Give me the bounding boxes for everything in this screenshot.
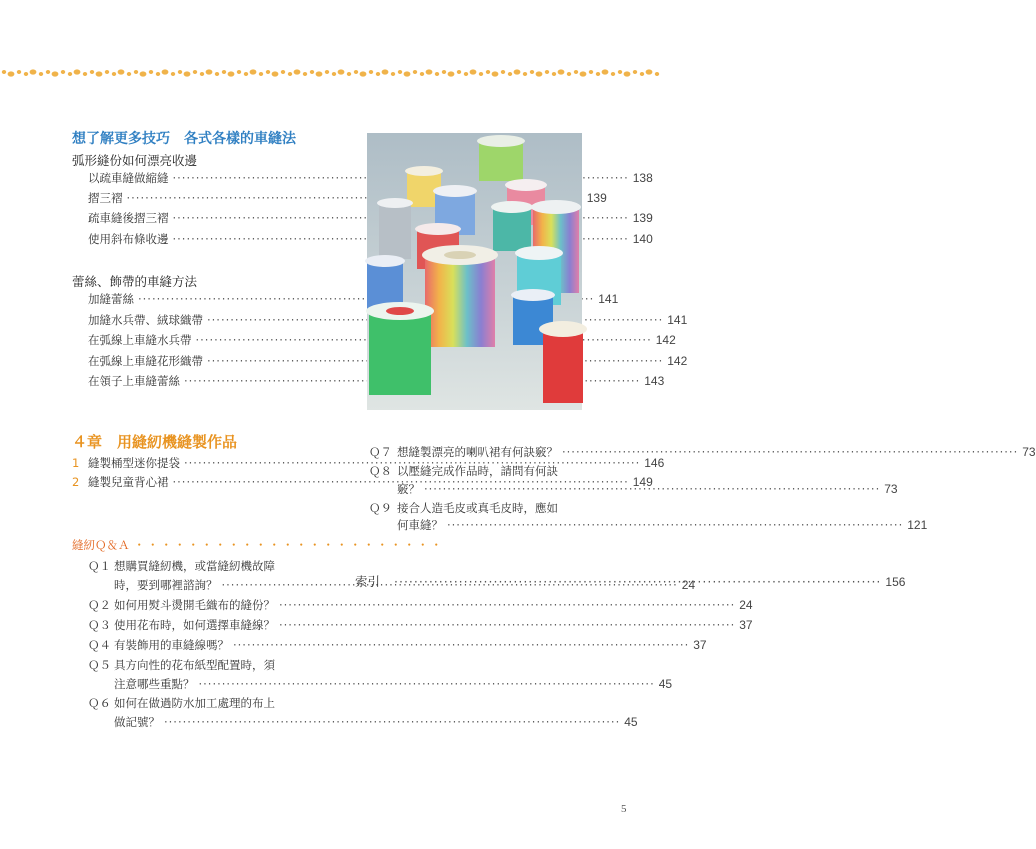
border-dot [558, 69, 565, 74]
border-dot [567, 72, 571, 76]
qa-number: Ｑ２ [88, 598, 111, 612]
qa-item-cont[interactable] [114, 712, 638, 732]
border-dot [316, 71, 323, 76]
dot-leader [424, 479, 880, 499]
border-dot [536, 71, 543, 76]
border-dot [640, 72, 644, 76]
qa-item[interactable] [88, 556, 275, 577]
spool-left-gray [377, 198, 413, 259]
border-dot [237, 70, 241, 74]
qa-heading-dots: ・・・・・・・・・・・・・・・・・・・・・・・ [133, 538, 444, 552]
border-dot [272, 71, 279, 76]
border-dot [68, 72, 72, 76]
spool-back-teal [491, 201, 533, 251]
toc-entry-page: 141 [598, 292, 619, 306]
border-dot [244, 72, 248, 76]
border-dot [193, 70, 197, 74]
qa-question-cont: 何車縫？ [397, 518, 443, 532]
border-dot [140, 71, 147, 76]
qa-number: Ｑ４ [88, 638, 111, 652]
qa-page: 37 [693, 638, 707, 652]
toc-entry-label: 加縫蕾絲 [88, 292, 134, 306]
chapter-entry-label: 縫製桶型迷你提袋 [88, 456, 180, 470]
border-dot [338, 69, 345, 74]
border-dot [545, 70, 549, 74]
toc-entry[interactable] [88, 351, 688, 371]
border-dot [332, 72, 336, 76]
qa-number: Ｑ５ [88, 660, 111, 672]
qa-number: Ｑ３ [88, 618, 111, 632]
border-dot [611, 72, 615, 76]
index-page: 156 [885, 575, 906, 589]
border-dot [413, 70, 417, 74]
border-dot [30, 69, 37, 74]
toc-entry-page: 138 [632, 171, 653, 185]
border-dot [514, 69, 521, 74]
border-dot [420, 72, 424, 76]
qa-page: 121 [907, 518, 928, 532]
toc-entry-page: 139 [632, 211, 653, 225]
border-dot [96, 71, 103, 76]
chapter-entry-label: 縫製兒童背心裙 [88, 475, 169, 489]
qa-page: 24 [739, 598, 753, 612]
toc-entry-page: 142 [655, 333, 676, 347]
border-dot [501, 70, 505, 74]
border-dot [294, 69, 301, 74]
border-dot [464, 72, 468, 76]
thread-spools-photo [367, 133, 582, 410]
border-dot [134, 70, 138, 74]
qa-question-cont: 時，要到哪裡諮詢？ [114, 578, 218, 592]
border-dot [206, 69, 213, 74]
border-dot [457, 70, 461, 74]
border-dot [523, 72, 527, 76]
border-dot [74, 69, 81, 74]
qa-question: 使用花布時，如何選擇車縫線？ [114, 618, 275, 632]
border-dot [52, 71, 59, 76]
qa-number: Ｑ６ [88, 698, 111, 710]
border-dot [228, 71, 235, 76]
border-dot [259, 72, 263, 76]
toc-entry-label: 在弧線上車縫水兵帶 [88, 333, 192, 347]
border-dot [250, 69, 257, 74]
border-dot [266, 70, 270, 74]
qa-question: 如何在做過防水加工處理的布上 [114, 696, 275, 710]
border-dot [624, 71, 631, 76]
toc-entry-page: 141 [667, 313, 688, 327]
border-dot [470, 69, 477, 74]
dot-leader [233, 635, 689, 655]
qa-heading [72, 537, 444, 553]
dot-leader [279, 595, 735, 615]
toc-entry[interactable] [88, 289, 619, 309]
border-dot [46, 70, 50, 74]
border-dot [303, 72, 307, 76]
border-dot [618, 70, 622, 74]
border-dot [184, 71, 191, 76]
border-dot [508, 72, 512, 76]
qa-item[interactable] [369, 442, 1036, 462]
border-dot [178, 70, 182, 74]
spool-front-red [539, 321, 587, 403]
spool-front-green [366, 302, 434, 395]
border-dot [442, 70, 446, 74]
dot-leader [562, 442, 1018, 462]
chapter-entry-page: 149 [632, 475, 653, 489]
border-dot [127, 72, 131, 76]
toc-entry-label: 使用斜布條收邊 [88, 232, 169, 246]
decorative-dot-border [0, 66, 663, 80]
toc-entry-page: 142 [667, 354, 688, 368]
qa-page: 73 [1022, 445, 1036, 459]
border-dot [589, 70, 593, 74]
toc-entry-label: 在領子上車縫蕾絲 [88, 374, 180, 388]
toc-entry-page: 140 [632, 232, 653, 246]
toc-entry[interactable] [88, 229, 653, 249]
qa-item[interactable] [88, 693, 275, 714]
qa-page: 73 [884, 482, 898, 496]
toc-entry-label: 以疏車縫做縮縫 [88, 171, 169, 185]
border-dot [61, 70, 65, 74]
qa-question: 有裝飾用的車縫線嗎？ [114, 638, 229, 652]
qa-number: Ｑ９ [369, 503, 392, 515]
dot-leader [447, 515, 903, 535]
qa-number: Ｑ１ [88, 561, 111, 573]
qa-question: 接合人造毛皮或真毛皮時，應如 [397, 501, 558, 515]
border-dot [222, 70, 226, 74]
chapter-title: ４章 用縫紉機縫製作品 [72, 433, 238, 451]
toc-entry-label: 疏車縫後摺三褶 [88, 211, 169, 225]
border-dot [310, 70, 314, 74]
qa-page: 45 [624, 715, 638, 729]
qa-page: 37 [739, 618, 753, 632]
dot-leader [279, 615, 735, 635]
toc-entry[interactable] [88, 168, 653, 188]
dot-leader [394, 572, 881, 592]
border-dot [288, 72, 292, 76]
qa-number: Ｑ８ [369, 466, 392, 478]
border-dot [347, 72, 351, 76]
toc-entry-label: 在弧線上車縫花形織帶 [88, 354, 203, 368]
border-dot [171, 72, 175, 76]
border-dot [580, 71, 587, 76]
toc-entry-page: 139 [586, 191, 607, 205]
border-dot [646, 69, 653, 74]
qa-item[interactable] [88, 635, 707, 655]
qa-item[interactable] [88, 655, 275, 676]
qa-question: 想縫製漂亮的喇叭裙有何訣竅？ [397, 445, 558, 459]
qa-question: 以壓縫完成作品時，請問有何訣 [397, 464, 558, 478]
group-heading-curved-seam: 弧形縫份如何漂亮收邊 [72, 153, 198, 168]
border-dot [118, 69, 125, 74]
border-dot [426, 69, 433, 74]
border-dot [105, 70, 109, 74]
border-dot [492, 71, 499, 76]
toc-entry-page: 143 [644, 374, 665, 388]
qa-page: 24 [681, 578, 696, 592]
border-dot [596, 72, 600, 76]
border-dot [376, 72, 380, 76]
border-dot [360, 71, 367, 76]
border-dot [215, 72, 219, 76]
toc-entry[interactable] [88, 208, 653, 228]
qa-question-cont: 竅？ [397, 482, 420, 496]
border-dot [325, 70, 329, 74]
border-dot [602, 69, 609, 74]
border-dot [369, 70, 373, 74]
border-dot [404, 71, 411, 76]
border-dot [2, 70, 6, 74]
border-dot [112, 72, 116, 76]
qa-item[interactable] [88, 595, 753, 615]
border-dot [398, 70, 402, 74]
qa-item[interactable] [88, 615, 753, 635]
qa-question: 具方向性的花布紙型配置時，須 [114, 658, 275, 672]
border-dot [90, 70, 94, 74]
border-dot [574, 70, 578, 74]
border-dot [24, 72, 28, 76]
qa-question: 如何用熨斗燙開毛織布的縫份？ [114, 598, 275, 612]
border-dot [479, 72, 483, 76]
border-dot [486, 70, 490, 74]
border-dot [200, 72, 204, 76]
qa-page: 45 [658, 677, 673, 691]
border-dot [83, 72, 87, 76]
border-dot [149, 70, 153, 74]
border-dot [435, 72, 439, 76]
toc-entry[interactable] [88, 310, 688, 330]
border-dot [162, 69, 169, 74]
toc-entry-label: 摺三褶 [88, 191, 123, 205]
qa-item-cont[interactable] [397, 515, 928, 535]
dot-leader [164, 712, 620, 732]
border-dot [391, 72, 395, 76]
index-label: 索引 [355, 574, 381, 589]
toc-entry[interactable] [88, 330, 676, 350]
border-dot [530, 70, 534, 74]
section-title: 想了解更多技巧 各式各樣的車縫法 [72, 131, 296, 147]
border-dot [633, 70, 637, 74]
qa-item-cont[interactable] [114, 674, 673, 694]
border-dot [17, 70, 21, 74]
entry-number: 1 [72, 456, 80, 470]
toc-entry[interactable] [88, 371, 665, 391]
border-dot [8, 71, 15, 76]
qa-question-cont: 注意哪些重點？ [114, 677, 195, 691]
toc-entry-label: 加縫水兵帶、絨球織帶 [88, 313, 203, 327]
spool-center-multicolor [422, 245, 498, 347]
border-dot [156, 72, 160, 76]
page-number: 5 [621, 803, 627, 815]
border-dot [281, 70, 285, 74]
toc-entry[interactable] [88, 188, 607, 208]
group-heading-lace-ribbon: 蕾絲、飾帶的車縫方法 [72, 274, 198, 289]
border-dot [655, 72, 659, 76]
border-dot [354, 70, 358, 74]
border-dot [448, 71, 455, 76]
border-dot [552, 72, 556, 76]
chapter-entry-page: 146 [644, 456, 665, 470]
qa-number: Ｑ７ [369, 445, 392, 459]
border-dot [382, 69, 389, 74]
qa-question-cont: 做記號？ [114, 715, 160, 729]
spool-back-green [477, 135, 525, 181]
qa-question: 想購買縫紉機，或當縫紉機故障 [114, 559, 275, 573]
qa-heading-label: 縫紉Ｑ＆Ａ [72, 538, 130, 552]
border-dot [39, 72, 43, 76]
entry-number: 2 [72, 475, 80, 489]
dot-leader [199, 674, 655, 694]
